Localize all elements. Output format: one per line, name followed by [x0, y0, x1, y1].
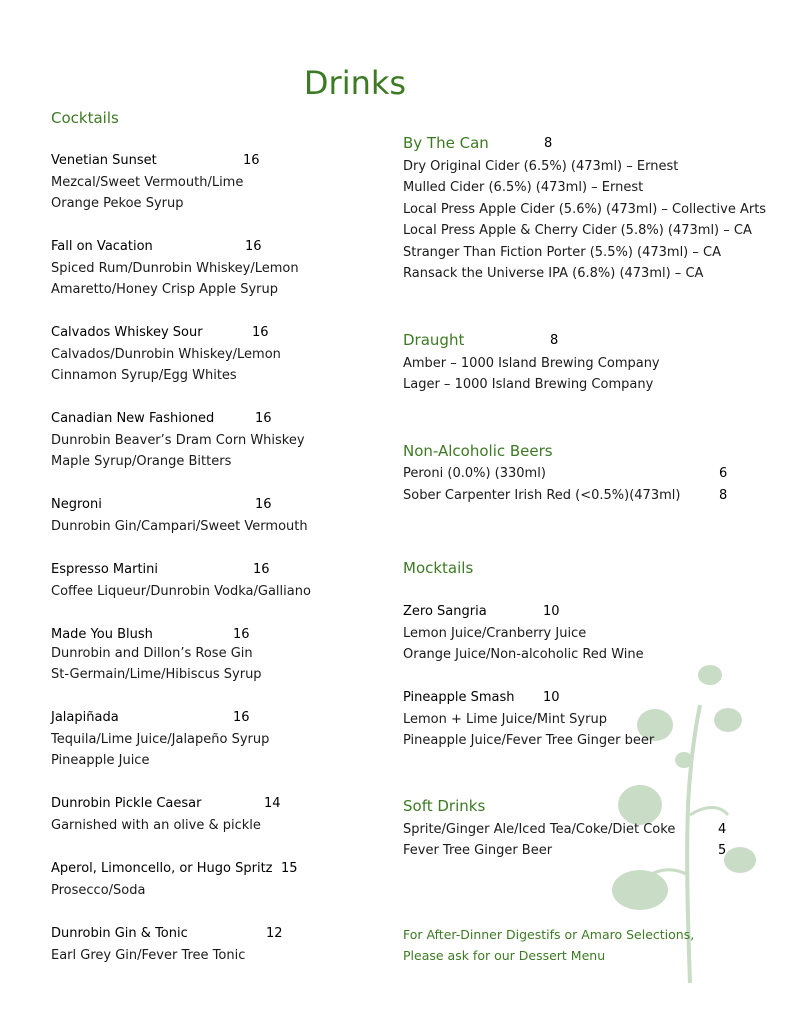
cocktail-price: 15	[281, 861, 298, 876]
cocktail-description: Earl Grey Gin/Fever Tree Tonic	[51, 948, 246, 963]
soft-drink-price: 5	[718, 843, 727, 858]
draught-item: Amber – 1000 Island Brewing Company	[403, 356, 660, 371]
section-price: 8	[550, 333, 559, 348]
cocktail-description: Garnished with an olive & pickle	[51, 818, 261, 833]
mocktail-description: Pineapple Juice/Fever Tree Ginger beer	[403, 733, 655, 748]
section-price: 8	[544, 136, 553, 151]
na-beer-price: 6	[719, 466, 728, 481]
cocktail-name: Fall on Vacation	[51, 239, 153, 254]
cocktail-name: Venetian Sunset	[51, 153, 157, 168]
na-beer-name: Peroni (0.0%) (330ml)	[403, 466, 546, 481]
can-item: Mulled Cider (6.5%) (473ml) – Ernest	[403, 180, 644, 195]
section-heading-non-alcoholic-beers: Non-Alcoholic Beers	[403, 442, 553, 460]
cocktail-name: Aperol, Limoncello, or Hugo Spritz	[51, 861, 273, 876]
cocktail-description: St-Germain/Lime/Hibiscus Syrup	[51, 667, 262, 682]
cocktail-price: 16	[243, 153, 260, 168]
cocktail-description: Coffee Liqueur/Dunrobin Vodka/Galliano	[51, 584, 311, 599]
soft-drink-name: Fever Tree Ginger Beer	[403, 843, 553, 858]
cocktail-description: Calvados/Dunrobin Whiskey/Lemon	[51, 347, 281, 362]
cocktail-description: Orange Pekoe Syrup	[51, 196, 184, 211]
section-heading-soft-drinks: Soft Drinks	[403, 797, 486, 815]
section-heading-by-the-can: By The Can	[403, 134, 489, 152]
can-item: Local Press Apple & Cherry Cider (5.8%) (473ml) – CA	[403, 223, 752, 238]
soft-drink-name: Sprite/Ginger Ale/Iced Tea/Coke/Diet Coke	[403, 822, 676, 837]
can-item: Local Press Apple Cider (5.6%) (473ml) – Collective Arts	[403, 202, 767, 217]
section-heading-mocktails: Mocktails	[403, 559, 474, 577]
draught-item: Lager – 1000 Island Brewing Company	[403, 377, 654, 392]
cocktail-name: Canadian New Fashioned	[51, 411, 215, 426]
can-item: Stranger Than Fiction Porter (5.5%) (473ml) – CA	[403, 245, 721, 260]
cocktail-description: Dunrobin and Dillon’s Rose Gin	[51, 646, 253, 661]
dessert-menu-note: For After-Dinner Digestifs or Amaro Selections,	[403, 927, 695, 942]
cocktail-description: Spiced Rum/Dunrobin Whiskey/Lemon	[51, 261, 299, 276]
cocktail-name: Made You Blush	[51, 627, 153, 642]
cocktail-name: Dunrobin Pickle Caesar	[51, 796, 202, 811]
cocktail-name: Calvados Whiskey Sour	[51, 325, 203, 340]
cocktail-price: 16	[252, 325, 269, 340]
page-title: Drinks	[303, 64, 407, 102]
cocktail-price: 16	[233, 627, 250, 642]
cocktail-description: Mezcal/Sweet Vermouth/Lime	[51, 175, 244, 190]
mocktail-description: Lemon Juice/Cranberry Juice	[403, 626, 587, 641]
cocktail-price: 16	[253, 562, 270, 577]
cocktail-price: 16	[245, 239, 262, 254]
dessert-menu-note: Please ask for our Dessert Menu	[403, 948, 606, 963]
na-beer-name: Sober Carpenter Irish Red (<0.5%)(473ml)	[403, 488, 681, 503]
soft-drink-price: 4	[718, 822, 727, 837]
cocktail-description: Tequila/Lime Juice/Jalapeño Syrup	[51, 732, 270, 747]
cocktail-price: 14	[264, 796, 281, 811]
cocktail-name: Dunrobin Gin & Tonic	[51, 926, 188, 941]
can-item: Ransack the Universe IPA (6.8%) (473ml) – CA	[403, 266, 704, 281]
mocktail-price: 10	[543, 604, 560, 619]
can-item: Dry Original Cider (6.5%) (473ml) – Ernest	[403, 159, 679, 174]
cocktail-description: Dunrobin Gin/Campari/Sweet Vermouth	[51, 519, 308, 534]
cocktail-description: Dunrobin Beaver’s Dram Corn Whiskey	[51, 433, 305, 448]
cocktail-description: Amaretto/Honey Crisp Apple Syrup	[51, 282, 279, 297]
mocktail-name: Pineapple Smash	[403, 690, 515, 705]
cocktail-name: Jalapiñada	[51, 710, 119, 725]
cocktail-price: 16	[255, 497, 272, 512]
mocktail-name: Zero Sangria	[403, 604, 487, 619]
mocktail-description: Lemon + Lime Juice/Mint Syrup	[403, 712, 607, 727]
cocktail-price: 16	[233, 710, 250, 725]
cocktail-name: Negroni	[51, 497, 102, 512]
section-heading-draught: Draught	[403, 331, 465, 349]
cocktail-description: Pineapple Juice	[51, 753, 150, 768]
cocktail-description: Prosecco/Soda	[51, 883, 146, 898]
cocktail-description: Cinnamon Syrup/Egg Whites	[51, 368, 237, 383]
cocktail-price: 16	[255, 411, 272, 426]
cocktail-price: 12	[266, 926, 283, 941]
cocktail-description: Maple Syrup/Orange Bitters	[51, 454, 232, 469]
mocktail-description: Orange Juice/Non-alcoholic Red Wine	[403, 647, 644, 662]
section-heading-cocktails: Cocktails	[51, 109, 119, 127]
mocktail-price: 10	[543, 690, 560, 705]
cocktail-name: Espresso Martini	[51, 562, 159, 577]
na-beer-price: 8	[719, 488, 728, 503]
